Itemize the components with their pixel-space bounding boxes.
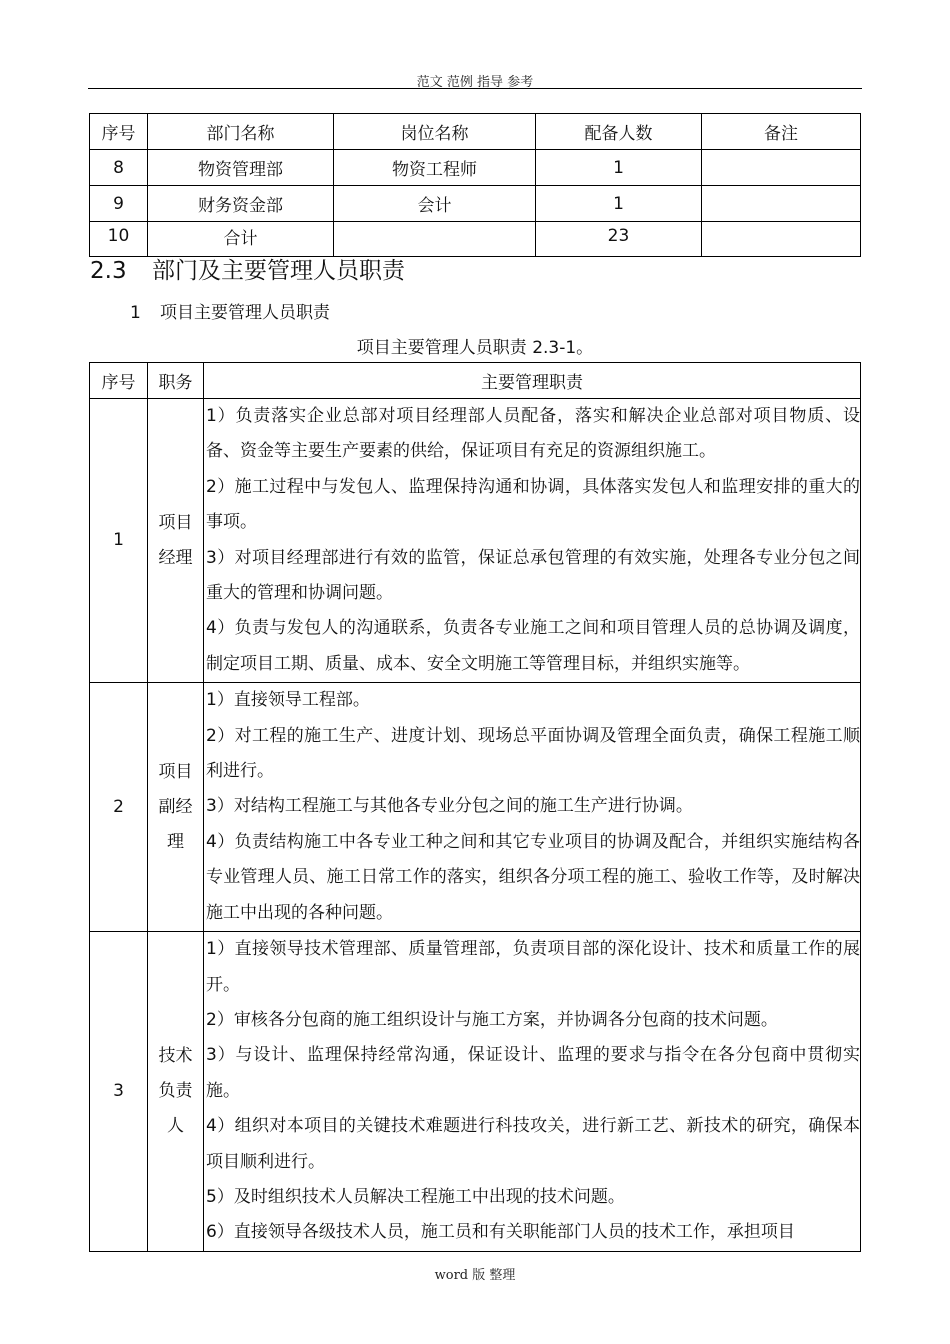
cell-position: 会计 [334,186,536,222]
header-cell-seq: 序号 [90,114,148,150]
role-line: 副经 [158,796,193,817]
cell-headcount-text: 23 [607,226,630,246]
role-line: 理 [167,831,184,852]
header-cell-role: 职务 [148,363,204,399]
page-footer: word 版 整理 [434,1268,516,1283]
cell-role [148,683,204,932]
cell-duties [204,683,861,932]
cell-role [148,399,204,683]
cell-headcount: 1 [536,186,702,222]
cell-headcount [536,222,702,257]
header-rule [88,88,862,89]
subsection-title: 项目主要管理人员职责 [160,303,330,323]
table-row [90,399,861,683]
cell-role [148,932,204,1252]
staffing-table [89,113,861,257]
cell-duties [204,932,861,1252]
role-line: 技术 [158,1045,193,1066]
header-cell-duties: 主要管理职责 [204,363,861,399]
table-row [90,150,861,186]
cell-seq: 1 [90,399,148,683]
cell-duties [204,399,861,683]
header-cell-headcount: 配备人数 [536,114,702,150]
duty-item: 2）对工程的施工生产、进度计划、现场总平面协调及管理全面负责，确保工程施工顺利进行。 [206,725,860,782]
duty-item: 4）负责结构施工中各专业工种之间和其它专业项目的协调及配合，并组织实施结构各专业管理人员、施工日常工作的落实，组织各分项工程的施工、验收工作等，及时解决施工中出现的各种问题。 [206,831,860,923]
header-cell-department: 部门名称 [148,114,334,150]
header-cell-remark: 备注 [702,114,861,150]
duty-item: 2）施工过程中与发包人、监理保持沟通和协调，具体落实发包人和监理安排的重大的事项。 [206,476,860,533]
duty-item: 4）组织对本项目的关键技术难题进行科技攻关，进行新工艺、新技术的研究，确保本项目顺利进行。 [206,1116,860,1172]
role-line: 项目 [158,761,193,782]
duty-item: 3）对结构工程施工与其他各专业分包之间的施工生产进行协调。 [206,796,693,817]
cell-department-text: 合计 [223,228,258,249]
cell-seq: 9 [90,186,148,222]
duty-item: 1）直接领导技术管理部、质量管理部，负责项目部的深化设计、技术和质量工作的展开。 [206,939,860,995]
duty-item: 4）负责与发包人的沟通联系，负责各专业施工之间和项目管理人员的总协调及调度，制定项目工期、质量、成本、安全文明施工等管理目标，并组织实施等。 [206,618,860,674]
duty-item: 5）及时组织技术人员解决工程施工中出现的技术问题。 [206,1186,625,1207]
section-title: 部门及主要管理人员职责 [152,258,405,284]
cell-seq-text: 10 [107,226,130,246]
header-cell-seq: 序号 [90,363,148,399]
page-header: 范文 范例 指导 参考 [416,75,534,90]
role-line: 负责 [158,1080,193,1101]
cell-seq: 8 [90,150,148,186]
role-line: 经理 [158,547,193,568]
section-heading [90,252,405,285]
duty-item: 3）与设计、监理保持经常沟通，保证设计、监理的要求与指令在各分包商中贯彻实施。 [206,1045,860,1101]
subsection-number: 1 [130,303,141,323]
cell-department: 财务资金部 [148,186,334,222]
table-header-row [90,114,861,150]
section-number: 2.3 [90,258,127,284]
cell-remark [702,222,861,257]
role-line: 项目 [158,512,193,533]
table-row [90,186,861,222]
cell-remark [702,186,861,222]
duty-table [89,362,861,1252]
header-cell-position: 岗位名称 [334,114,536,150]
cell-seq: 2 [90,683,148,932]
table-row [90,932,861,1252]
duty-item: 1）负责落实企业总部对项目经理部人员配备，落实和解决企业总部对项目物质、设备、资金等主要生产要素的供给，保证项目有充足的资源组织施工。 [206,406,860,462]
cell-position: 物资工程师 [334,150,536,186]
cell-remark [702,150,861,186]
duty-item: 1）直接领导工程部。 [206,690,370,711]
table-header-row [90,363,861,399]
duty-item: 2）审核各分包商的施工组织设计与施工方案，并协调各分包商的技术问题。 [206,1009,778,1030]
cell-department: 物资管理部 [148,150,334,186]
cell-headcount: 1 [536,150,702,186]
table-caption: 项目主要管理人员职责 2.3-1。 [356,338,594,358]
role-line: 人 [167,1115,184,1136]
table-row [90,683,861,932]
duty-item: 6）直接领导各级技术人员，施工员和有关职能部门人员的技术工作，承担项目 [206,1222,795,1243]
subsection-heading [130,298,330,323]
duty-item: 3）对项目经理部进行有效的监管，保证总承包管理的有效实施，处理各专业分包之间重大的管理和协调问题。 [206,547,860,604]
cell-seq: 3 [90,932,148,1252]
